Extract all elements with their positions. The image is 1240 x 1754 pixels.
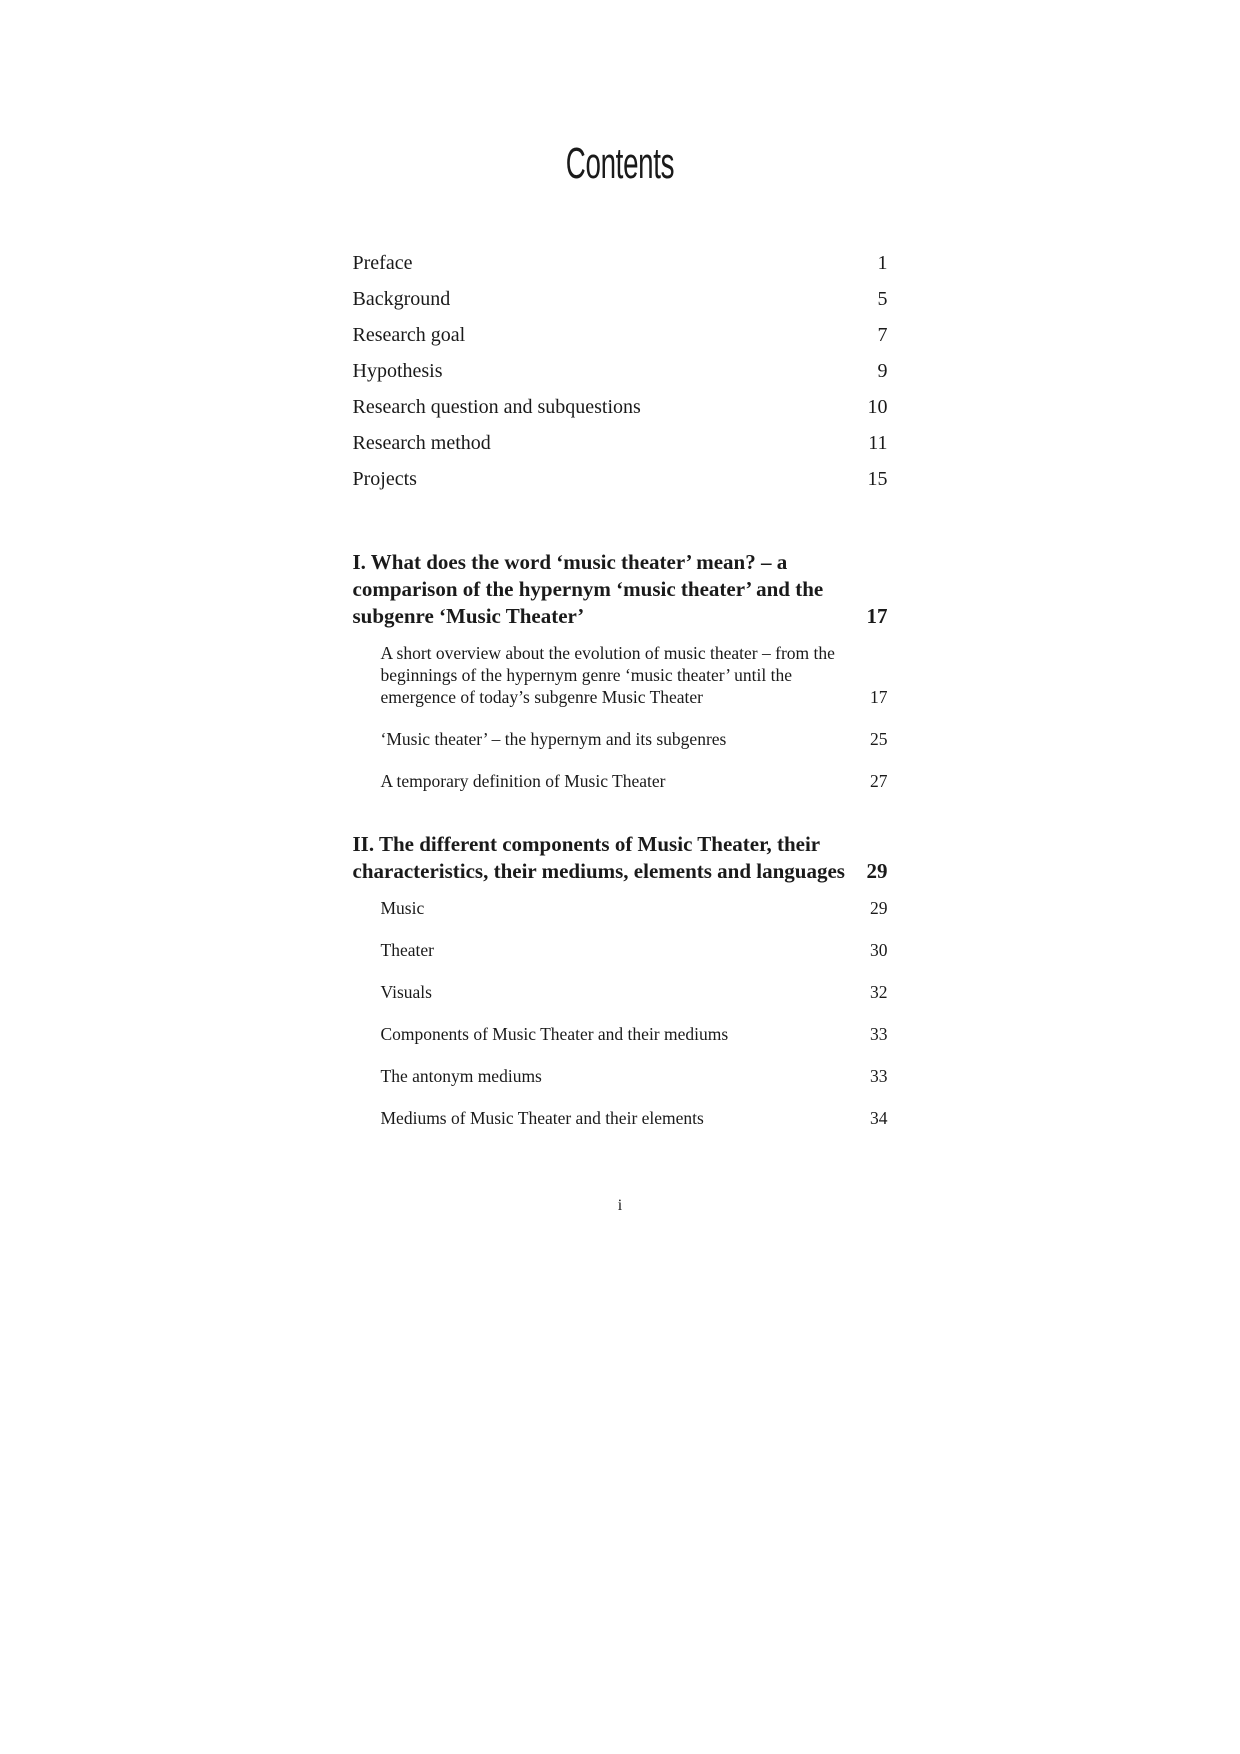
toc-entry-label: Hypothesis [352,360,443,382]
toc-entry-label: Research goal [352,324,466,346]
toc-entry-page: 17 [870,687,888,707]
toc-entry-label: Research question and subquestions [352,396,641,418]
toc-section-heading-label: I. What does the word ‘music theater’ mean? – a comparison of the hypernym ‘music theater’ and the subgenre ‘Music Theater’ [352,550,824,628]
toc-entry [353,468,888,491]
toc-entry-label: Projects [352,468,417,490]
toc-entry-label: The antonym mediums [380,1066,542,1086]
footer-page-number: i [617,1197,623,1214]
toc-entry [353,642,888,708]
toc-entry [353,939,888,961]
toc-section-heading-page: 17 [866,604,888,628]
toc-section-heading [353,831,888,885]
toc-entry-label: Music [380,898,425,918]
toc-section-heading [353,549,888,630]
toc-entry-label: Components of Music Theater and their mediums [380,1024,729,1044]
toc-entry-page: 29 [870,898,888,918]
toc-entry [353,981,888,1003]
toc-entry [353,324,888,347]
toc-entry [353,252,888,275]
toc-entry-label: A temporary definition of Music Theater [380,771,666,791]
toc-entry [353,897,888,919]
toc-entry-page: 33 [870,1066,888,1086]
toc-entry-label: A short overview about the evolution of music theater – from the beginnings of the hypernym genre ‘music theater’ until the emergence of today’s subgenre Music Theater [380,643,835,707]
toc-entry-page: 11 [868,432,888,454]
toc-entry [353,360,888,383]
table-of-contents [353,252,888,1129]
toc-entry [353,728,888,750]
toc-entry-page: 30 [870,940,888,960]
toc-entry-page: 10 [867,396,888,418]
toc-entry-page: 5 [877,288,888,310]
toc-entry [353,288,888,311]
toc-entry-label: Research method [352,432,491,454]
toc-entry-label: Theater [380,940,434,960]
toc-entry-page: 33 [870,1024,888,1044]
toc-entry-label: Mediums of Music Theater and their elements [380,1108,704,1128]
toc-section [353,831,888,1129]
toc-entry-page: 25 [870,729,888,749]
toc-entry-label: ‘Music theater’ – the hypernym and its subgenres [380,729,727,749]
toc-entry-page: 32 [870,982,888,1002]
toc-entry-page: 9 [877,360,888,382]
toc-entry-page: 34 [870,1108,888,1128]
page-title: Contents [565,139,675,188]
toc-entry-label: Background [352,288,451,310]
toc-section-heading-page: 29 [866,859,888,883]
toc-entry [353,770,888,792]
toc-entry-page: 7 [877,324,888,346]
toc-section [353,549,888,792]
toc-entry-page: 27 [870,771,888,791]
toc-entry [353,1065,888,1087]
toc-entry-page: 1 [877,252,888,274]
toc-entry [353,1023,888,1045]
toc-section-heading-label: II. The different components of Music Theater, their characteristics, their mediums, elements and languages [352,832,845,883]
toc-entry [353,432,888,455]
toc-entry [353,1107,888,1129]
toc-entry-page: 15 [867,468,888,490]
toc-entry-label: Visuals [380,982,432,1002]
toc-entry [353,396,888,419]
toc-entry-label: Preface [352,252,413,274]
